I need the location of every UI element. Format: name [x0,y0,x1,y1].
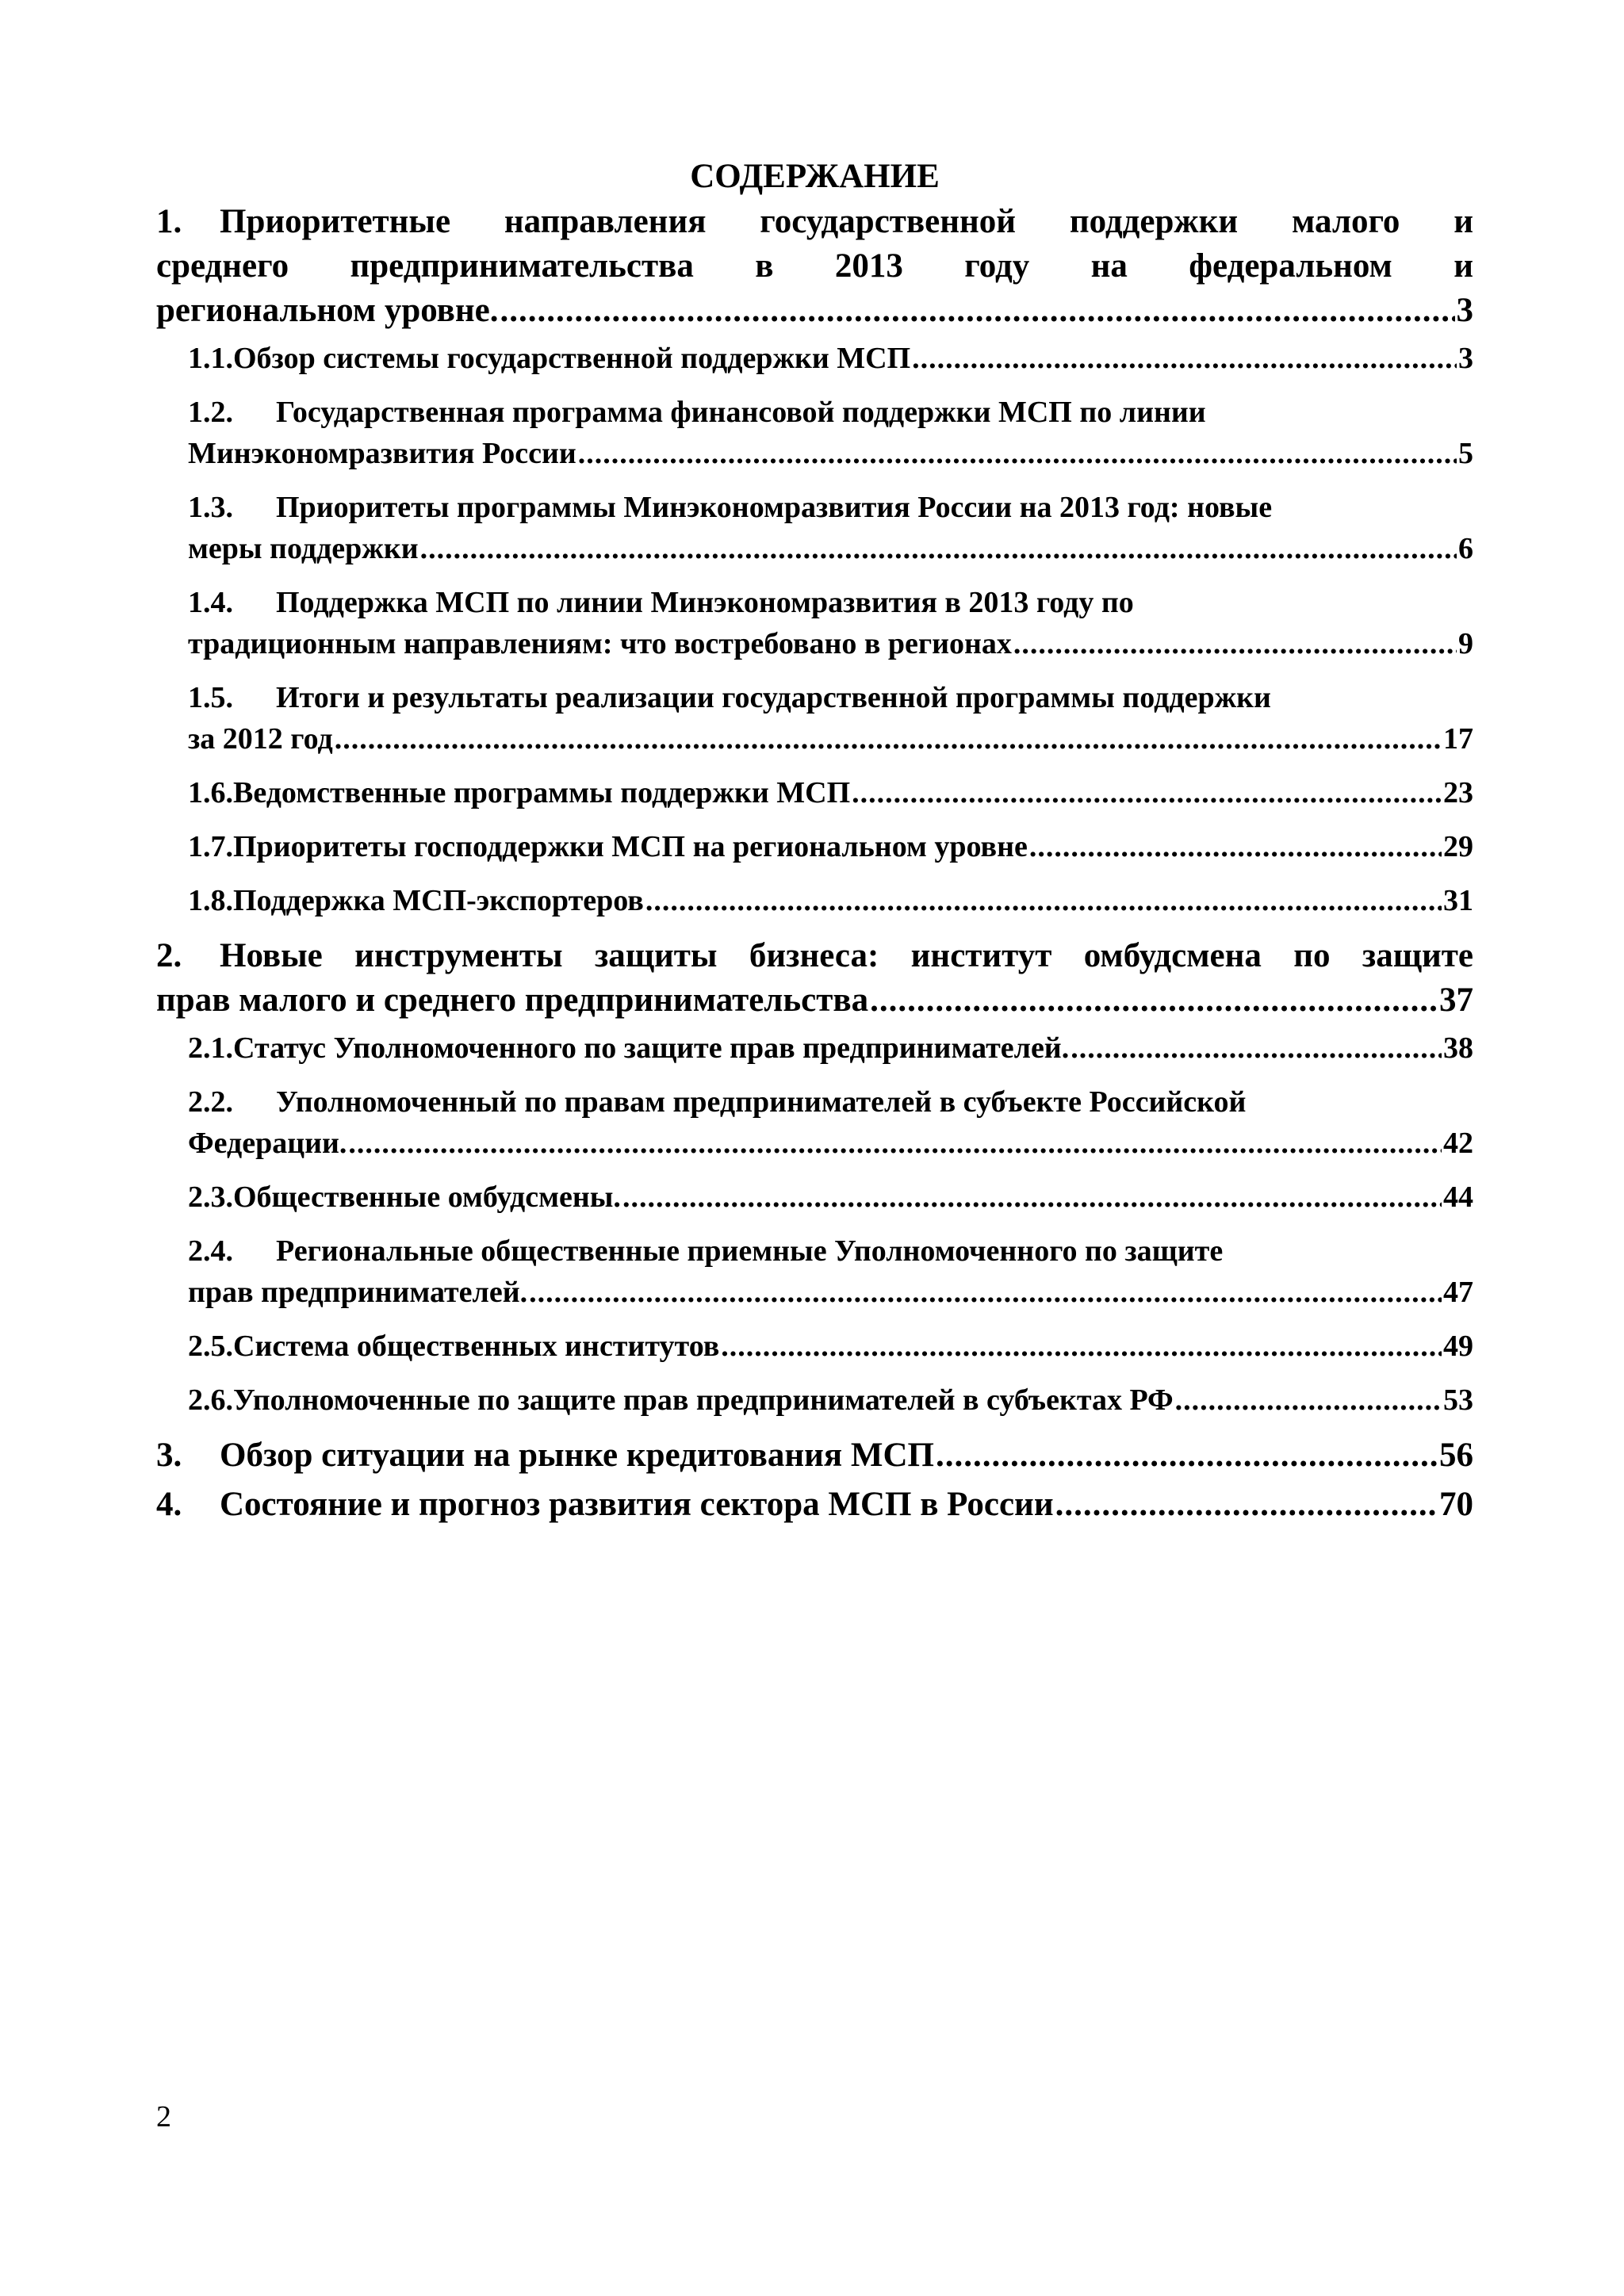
toc-entry-number: 3. [156,1437,182,1474]
toc-entry-text: Уполномоченный по правам предпринимателей в субъекте Российской [276,1085,1247,1119]
toc-entry-line [156,677,1473,718]
toc-entry-1-5[interactable] [156,677,1473,760]
toc-page-number: 3 [1456,292,1473,329]
toc-entry-1-6[interactable] [156,772,1473,813]
toc-entry-text: Приоритеты программы Минэкономразвития России на 2013 год: новые [276,491,1273,524]
toc-entry-line [156,1483,1473,1527]
dot-leader [335,718,1442,760]
toc-page-number: 56 [1439,1437,1473,1474]
toc-entry-1-8[interactable] [156,880,1473,921]
toc-entry-number: 1.7. [188,830,233,863]
toc-entry-line [156,1123,1473,1164]
toc-entry-line [156,582,1473,623]
toc-entry-text: Федерации. [188,1127,347,1160]
toc-entry-text: традиционным направлениям: что востребовано в регионах [188,627,1012,660]
page-number: 2 [156,2100,171,2133]
toc-entry-line [156,718,1473,760]
toc-page-number: 37 [1439,982,1473,1019]
toc-entry-line [156,934,1473,978]
toc-entry-line [156,487,1473,528]
toc-entry-number: 2. [156,937,182,974]
toc-entry-2-5[interactable] [156,1326,1473,1367]
toc-entry-2-1[interactable] [156,1027,1473,1069]
toc-entry-1-7[interactable] [156,826,1473,867]
toc-entry-number: 1.5. [188,681,233,714]
toc-entry-line [156,392,1473,433]
toc-title: СОДЕРЖАНИЕ [690,158,940,195]
toc-entry-text: прав предпринимателей. [188,1276,528,1309]
toc-entry-line [156,880,1473,921]
toc-entry-text: прав малого и среднего предпринимательства [156,982,869,1019]
toc-entry-1-4[interactable] [156,582,1473,664]
dot-leader [645,880,1442,921]
dot-leader [721,1326,1442,1367]
toc-entry-number: 1.1. [188,342,233,375]
toc-entry-text: Новые инструменты защиты бизнеса: институт омбудсмена по защите [220,937,1473,974]
toc-entry-line [156,978,1473,1023]
toc-entry-text: Обзор системы государственной поддержки МСП [233,342,911,375]
dot-leader [420,528,1457,569]
toc-entry-text: Приоритеты господдержки МСП на региональном уровне [233,830,1028,863]
toc-page-number: 5 [1458,437,1473,470]
toc-entry-line [156,1230,1473,1272]
toc-entry-line [156,1433,1473,1478]
toc-entry-number: 2.4. [188,1234,233,1268]
toc-entry-text: Минэкономразвития России [188,437,576,470]
toc-entry-text: за 2012 год [188,722,333,756]
toc-entry-line [156,826,1473,867]
toc-entry-line [156,1272,1473,1313]
toc-page-number: 70 [1439,1486,1473,1523]
toc-entry-chapter-3[interactable] [156,1433,1473,1478]
toc-page-number: 29 [1443,830,1473,863]
dot-leader [1055,1483,1438,1527]
toc-entry-line [156,1326,1473,1367]
toc-entry-1-1[interactable] [156,338,1473,379]
toc-entry-1-3[interactable] [156,487,1473,569]
dot-leader [1071,1027,1442,1069]
toc-entry-text: региональном уровне. [156,292,499,329]
toc-page-number: 31 [1443,884,1473,917]
toc-entry-line [156,528,1473,569]
toc-entry-text: Обзор ситуации на рынке кредитования МСП [220,1437,934,1474]
toc-entry-2-6[interactable] [156,1380,1473,1421]
toc-entry-text: меры поддержки [188,532,419,565]
toc-entry-number: 2.5. [188,1330,233,1363]
toc-entry-text: Состояние и прогноз развития сектора МСП в России [220,1486,1054,1523]
toc-entry-line [156,1027,1473,1069]
toc-entry-line [156,433,1473,474]
toc-entry-number: 4. [156,1486,182,1523]
dot-leader [852,772,1442,813]
toc-page-number: 9 [1458,627,1473,660]
dot-leader [1175,1380,1442,1421]
toc-entry-2-4[interactable] [156,1230,1473,1313]
toc-entry-2-2[interactable] [156,1081,1473,1164]
toc-entry-line [156,772,1473,813]
toc-entry-text: Итоги и результаты реализации государственной программы поддержки [276,681,1271,714]
toc-entry-2-3[interactable] [156,1177,1473,1218]
toc-entry-number: 1.6. [188,776,233,809]
dot-leader [348,1123,1442,1164]
toc-entry-line [156,289,1473,333]
toc-entry-number: 2.2. [188,1085,233,1119]
toc-entry-text: Статус Уполномоченного по защите прав предпринимателей. [233,1031,1070,1065]
toc-entry-number: 1. [156,203,182,240]
toc-entry-line [156,1380,1473,1421]
toc-entry-line [156,1177,1473,1218]
toc-page-number: 47 [1443,1276,1473,1309]
dot-leader [1013,623,1457,664]
toc-entry-text: среднего предпринимательства в 2013 году на федеральном и [156,247,1473,285]
toc-entry-number: 2.3. [188,1181,233,1214]
dot-leader [578,433,1457,474]
toc-entry-text: Уполномоченные по защите прав предпринимателей в субъектах РФ [233,1383,1174,1417]
toc-page-number: 3 [1458,342,1473,375]
dot-leader [500,289,1455,333]
toc-entry-text: Система общественных институтов [233,1330,720,1363]
toc-entry-line [156,200,1473,244]
toc-entry-text: Общественные омбудсмены. [233,1181,621,1214]
toc-entry-number: 1.3. [188,491,233,524]
toc-entry-line [156,623,1473,664]
toc-page-number: 49 [1443,1330,1473,1363]
dot-leader [622,1177,1442,1218]
toc-page-number: 44 [1443,1181,1473,1214]
dot-leader [870,978,1438,1023]
toc-entry-line [156,338,1473,379]
toc-entry-1-2[interactable] [156,392,1473,474]
toc-entry-number: 1.8. [188,884,233,917]
toc-page-number: 6 [1458,532,1473,565]
dot-leader [529,1272,1442,1313]
toc-entry-number: 2.1. [188,1031,233,1065]
dot-leader [1029,826,1442,867]
toc-entry-chapter-1[interactable] [156,200,1473,333]
toc-page-number: 23 [1443,776,1473,809]
toc-page-number: 42 [1443,1127,1473,1160]
toc-page-number: 38 [1443,1031,1473,1065]
toc-entry-text: Приоритетные направления государственной поддержки малого и [220,203,1473,240]
toc-entry-text: Региональные общественные приемные Уполномоченного по защите [276,1234,1224,1268]
table-of-contents [156,155,1473,1532]
dot-leader [936,1433,1438,1478]
toc-entry-line [156,1081,1473,1123]
toc-entry-text: Поддержка МСП по линии Минэкономразвития в 2013 году по [276,586,1134,619]
toc-entry-number: 1.2. [188,396,233,429]
toc-entry-number: 1.4. [188,586,233,619]
toc-entry-text: Ведомственные программы поддержки МСП [233,776,851,809]
toc-entry-text: Поддержка МСП-экспортеров [233,884,644,917]
toc-entry-number: 2.6. [188,1383,233,1417]
toc-entry-chapter-4[interactable] [156,1483,1473,1527]
toc-page-number: 53 [1443,1383,1473,1417]
toc-page-number: 17 [1443,722,1473,756]
toc-entry-text: Государственная программа финансовой поддержки МСП по линии [276,396,1206,429]
dot-leader [912,338,1457,379]
toc-entry-chapter-2[interactable] [156,934,1473,1023]
